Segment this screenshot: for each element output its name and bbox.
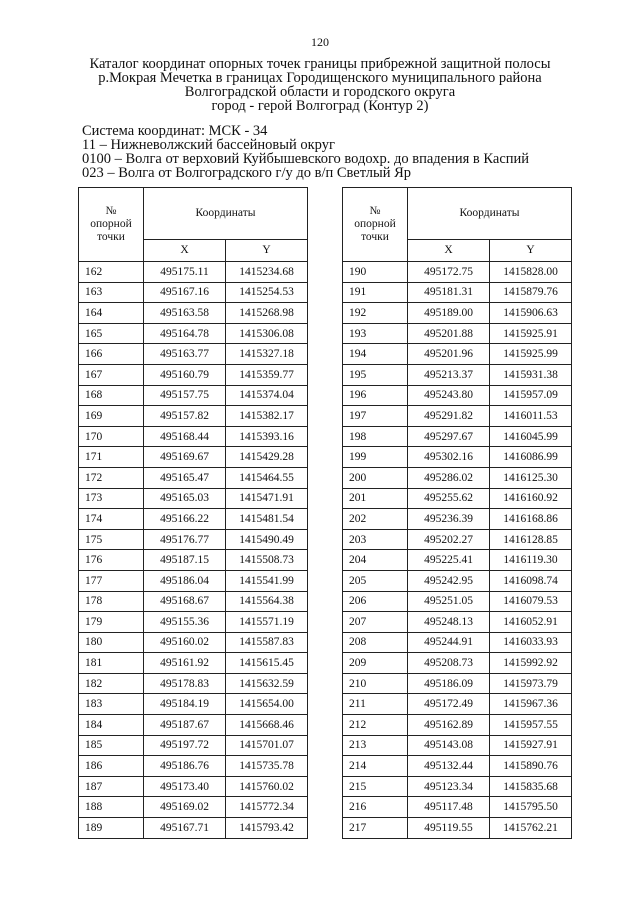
x-coordinate-cell: 495160.02	[144, 632, 226, 653]
y-coordinate-cell: 1415957.09	[490, 385, 572, 406]
table-row	[343, 570, 572, 591]
y-coordinate-cell: 1415927.91	[490, 735, 572, 756]
y-coordinate-cell: 1415615.45	[226, 653, 308, 674]
y-coordinate-cell: 1415429.28	[226, 447, 308, 468]
point-number-cell: 166	[79, 344, 144, 365]
y-coordinate-cell: 1416033.93	[490, 632, 572, 653]
table-row	[79, 509, 308, 530]
y-coordinate-cell: 1415327.18	[226, 344, 308, 365]
table-row	[343, 632, 572, 653]
y-coordinate-cell: 1415268.98	[226, 303, 308, 324]
y-coordinate-cell: 1415382.17	[226, 406, 308, 427]
table-row	[343, 797, 572, 818]
point-number-cell: 216	[343, 797, 408, 818]
y-coordinate-cell: 1415828.00	[490, 262, 572, 283]
x-coordinate-cell: 495187.67	[144, 715, 226, 736]
point-number-cell: 164	[79, 303, 144, 324]
title-line: Волгоградской области и городского округа	[184, 84, 456, 100]
x-coordinate-cell: 495248.13	[408, 612, 490, 633]
y-coordinate-cell: 1415772.34	[226, 797, 308, 818]
title-line: р.Мокрая Мечетка в границах Городищенского муниципального района	[98, 70, 542, 86]
table-row	[79, 262, 308, 283]
y-coordinate-cell: 1415564.38	[226, 591, 308, 612]
x-coordinate-cell: 495161.92	[144, 653, 226, 674]
y-coordinate-cell: 1415359.77	[226, 364, 308, 385]
x-coordinate-cell: 495251.05	[408, 591, 490, 612]
system-line: Система координат: МСК - 34	[82, 123, 268, 139]
y-coordinate-cell: 1415795.50	[490, 797, 572, 818]
point-number-cell: 215	[343, 776, 408, 797]
point-number-cell: 185	[79, 735, 144, 756]
point-number-cell: 193	[343, 323, 408, 344]
x-coordinate-cell: 495208.73	[408, 653, 490, 674]
point-number-header: № опорной точки	[79, 188, 144, 262]
point-number-cell: 182	[79, 673, 144, 694]
x-header: X	[144, 240, 226, 262]
y-coordinate-cell: 1415571.19	[226, 612, 308, 633]
point-number-cell: 204	[343, 550, 408, 571]
coordinate-system-info	[82, 124, 529, 180]
table-row	[79, 364, 308, 385]
table-row	[79, 303, 308, 324]
table-row	[343, 303, 572, 324]
y-coordinate-cell: 1415471.91	[226, 488, 308, 509]
y-coordinate-cell: 1416011.53	[490, 406, 572, 427]
table-row	[79, 776, 308, 797]
y-coordinate-cell: 1416079.53	[490, 591, 572, 612]
coordinates-table-right	[342, 187, 572, 839]
x-coordinate-cell: 495165.03	[144, 488, 226, 509]
point-number-cell: 208	[343, 632, 408, 653]
x-coordinate-cell: 495176.77	[144, 529, 226, 550]
table-row	[79, 570, 308, 591]
y-coordinate-cell: 1415541.99	[226, 570, 308, 591]
table-row	[79, 694, 308, 715]
y-header: Y	[226, 240, 308, 262]
x-coordinate-cell: 495117.48	[408, 797, 490, 818]
point-number-cell: 184	[79, 715, 144, 736]
point-number-cell: 190	[343, 262, 408, 283]
y-coordinate-cell: 1415762.21	[490, 818, 572, 839]
point-number-cell: 196	[343, 385, 408, 406]
y-coordinate-cell: 1416098.74	[490, 570, 572, 591]
point-number-cell: 214	[343, 756, 408, 777]
table-row	[343, 612, 572, 633]
coordinates-header: Координаты	[144, 188, 308, 240]
x-coordinate-cell: 495181.31	[408, 282, 490, 303]
x-coordinate-cell: 495189.00	[408, 303, 490, 324]
x-coordinate-cell: 495186.04	[144, 570, 226, 591]
x-coordinate-cell: 495166.22	[144, 509, 226, 530]
page-number: 120	[311, 35, 329, 49]
table-row	[343, 715, 572, 736]
x-coordinate-cell: 495162.89	[408, 715, 490, 736]
table-row	[79, 797, 308, 818]
x-coordinate-cell: 495168.44	[144, 426, 226, 447]
table-row	[79, 591, 308, 612]
x-coordinate-cell: 495201.88	[408, 323, 490, 344]
y-coordinate-cell: 1415306.08	[226, 323, 308, 344]
table-row	[343, 262, 572, 283]
table-row	[343, 818, 572, 839]
x-coordinate-cell: 495165.47	[144, 467, 226, 488]
table-row	[79, 323, 308, 344]
point-number-cell: 172	[79, 467, 144, 488]
y-coordinate-cell: 1415374.04	[226, 385, 308, 406]
point-number-cell: 211	[343, 694, 408, 715]
point-number-cell: 183	[79, 694, 144, 715]
point-number-cell: 175	[79, 529, 144, 550]
x-coordinate-cell: 495169.02	[144, 797, 226, 818]
table-row	[79, 488, 308, 509]
table-row	[79, 447, 308, 468]
x-coordinate-cell: 495286.02	[408, 467, 490, 488]
table-row	[343, 653, 572, 674]
table-row	[79, 673, 308, 694]
table-row	[343, 756, 572, 777]
y-coordinate-cell: 1416125.30	[490, 467, 572, 488]
table-row	[343, 364, 572, 385]
coordinates-header: Координаты	[408, 188, 572, 240]
point-number-cell: 169	[79, 406, 144, 427]
y-coordinate-cell: 1415879.76	[490, 282, 572, 303]
y-coordinate-cell: 1415701.07	[226, 735, 308, 756]
point-number-cell: 170	[79, 426, 144, 447]
table-row	[79, 756, 308, 777]
y-coordinate-cell: 1415973.79	[490, 673, 572, 694]
y-coordinate-cell: 1415254.53	[226, 282, 308, 303]
x-coordinate-cell: 495155.36	[144, 612, 226, 633]
table-row	[343, 406, 572, 427]
point-number-cell: 177	[79, 570, 144, 591]
x-coordinate-cell: 495178.83	[144, 673, 226, 694]
x-coordinate-cell: 495225.41	[408, 550, 490, 571]
y-coordinate-cell: 1415992.92	[490, 653, 572, 674]
y-coordinate-cell: 1416168.86	[490, 509, 572, 530]
x-coordinate-cell: 495167.71	[144, 818, 226, 839]
coordinates-table-left	[78, 187, 308, 839]
x-coordinate-cell: 495123.34	[408, 776, 490, 797]
x-coordinate-cell: 495172.75	[408, 262, 490, 283]
title-line: Каталог координат опорных точек границы прибрежной защитной полосы	[89, 56, 551, 72]
table-row	[79, 653, 308, 674]
x-coordinate-cell: 495202.27	[408, 529, 490, 550]
x-coordinate-cell: 495243.80	[408, 385, 490, 406]
x-coordinate-cell: 495291.82	[408, 406, 490, 427]
point-number-cell: 197	[343, 406, 408, 427]
y-coordinate-cell: 1415632.59	[226, 673, 308, 694]
table-row	[79, 426, 308, 447]
y-coordinate-cell: 1415508.73	[226, 550, 308, 571]
x-coordinate-cell: 495184.19	[144, 694, 226, 715]
x-coordinate-cell: 495201.96	[408, 344, 490, 365]
point-number-cell: 212	[343, 715, 408, 736]
y-coordinate-cell: 1415735.78	[226, 756, 308, 777]
point-number-cell: 202	[343, 509, 408, 530]
table-row	[343, 735, 572, 756]
x-coordinate-cell: 495163.58	[144, 303, 226, 324]
y-coordinate-cell: 1415925.91	[490, 323, 572, 344]
table-row	[79, 735, 308, 756]
point-number-cell: 179	[79, 612, 144, 633]
point-number-header: № опорной точки	[343, 188, 408, 262]
y-coordinate-cell: 1415835.68	[490, 776, 572, 797]
table-row	[79, 529, 308, 550]
point-number-cell: 187	[79, 776, 144, 797]
table-row	[343, 426, 572, 447]
y-coordinate-cell: 1415967.36	[490, 694, 572, 715]
point-number-cell: 206	[343, 591, 408, 612]
x-coordinate-cell: 495197.72	[144, 735, 226, 756]
table-row	[343, 323, 572, 344]
point-number-cell: 180	[79, 632, 144, 653]
x-coordinate-cell: 495164.78	[144, 323, 226, 344]
y-coordinate-cell: 1415393.16	[226, 426, 308, 447]
table-row	[343, 529, 572, 550]
title-line: город - герой Волгоград (Контур 2)	[211, 98, 429, 114]
x-coordinate-cell: 495186.09	[408, 673, 490, 694]
y-coordinate-cell: 1415890.76	[490, 756, 572, 777]
table-row	[79, 632, 308, 653]
table-row	[79, 818, 308, 839]
x-coordinate-cell: 495255.62	[408, 488, 490, 509]
point-number-cell: 213	[343, 735, 408, 756]
y-coordinate-cell: 1416086.99	[490, 447, 572, 468]
y-coordinate-cell: 1415464.55	[226, 467, 308, 488]
x-coordinate-cell: 495172.49	[408, 694, 490, 715]
point-number-cell: 162	[79, 262, 144, 283]
y-coordinate-cell: 1415793.42	[226, 818, 308, 839]
table-row	[343, 447, 572, 468]
table-row	[343, 673, 572, 694]
point-number-cell: 174	[79, 509, 144, 530]
x-coordinate-cell: 495244.91	[408, 632, 490, 653]
point-number-cell: 173	[79, 488, 144, 509]
table-row	[79, 406, 308, 427]
x-coordinate-cell: 495157.82	[144, 406, 226, 427]
table-row	[343, 488, 572, 509]
x-coordinate-cell: 495167.16	[144, 282, 226, 303]
y-coordinate-cell: 1415234.68	[226, 262, 308, 283]
x-coordinate-cell: 495173.40	[144, 776, 226, 797]
x-coordinate-cell: 495168.67	[144, 591, 226, 612]
table-row	[343, 282, 572, 303]
y-coordinate-cell: 1415654.00	[226, 694, 308, 715]
point-number-cell: 207	[343, 612, 408, 633]
table-row	[343, 694, 572, 715]
point-number-cell: 201	[343, 488, 408, 509]
x-coordinate-cell: 495143.08	[408, 735, 490, 756]
table-row	[79, 385, 308, 406]
point-number-cell: 200	[343, 467, 408, 488]
x-coordinate-cell: 495160.79	[144, 364, 226, 385]
y-coordinate-cell: 1415490.49	[226, 529, 308, 550]
y-coordinate-cell: 1416160.92	[490, 488, 572, 509]
x-header: X	[408, 240, 490, 262]
point-number-cell: 163	[79, 282, 144, 303]
x-coordinate-cell: 495302.16	[408, 447, 490, 468]
x-coordinate-cell: 495163.77	[144, 344, 226, 365]
table-row	[79, 467, 308, 488]
document-title	[60, 57, 580, 113]
x-coordinate-cell: 495157.75	[144, 385, 226, 406]
y-header: Y	[490, 240, 572, 262]
table-row	[343, 385, 572, 406]
system-line: 0100 – Волга от верховий Куйбышевского водохр. до впадения в Каспий	[82, 151, 530, 167]
y-coordinate-cell: 1415760.02	[226, 776, 308, 797]
point-number-cell: 209	[343, 653, 408, 674]
point-number-cell: 167	[79, 364, 144, 385]
point-number-cell: 186	[79, 756, 144, 777]
point-number-cell: 205	[343, 570, 408, 591]
x-coordinate-cell: 495297.67	[408, 426, 490, 447]
x-coordinate-cell: 495236.39	[408, 509, 490, 530]
point-number-cell: 168	[79, 385, 144, 406]
table-row	[79, 550, 308, 571]
table-row	[79, 612, 308, 633]
y-coordinate-cell: 1415668.46	[226, 715, 308, 736]
y-coordinate-cell: 1415906.63	[490, 303, 572, 324]
point-number-cell: 192	[343, 303, 408, 324]
point-number-cell: 165	[79, 323, 144, 344]
y-coordinate-cell: 1416052.91	[490, 612, 572, 633]
x-coordinate-cell: 495132.44	[408, 756, 490, 777]
table-row	[79, 715, 308, 736]
table-row	[343, 550, 572, 571]
x-coordinate-cell: 495186.76	[144, 756, 226, 777]
x-coordinate-cell: 495213.37	[408, 364, 490, 385]
y-coordinate-cell: 1415957.55	[490, 715, 572, 736]
system-line: 11 – Нижневолжский бассейновый округ	[82, 137, 335, 153]
point-number-cell: 189	[79, 818, 144, 839]
table-row	[343, 776, 572, 797]
table-row	[343, 509, 572, 530]
table-row	[343, 344, 572, 365]
point-number-cell: 178	[79, 591, 144, 612]
point-number-cell: 181	[79, 653, 144, 674]
table-row	[79, 344, 308, 365]
table-row	[79, 282, 308, 303]
point-number-cell: 194	[343, 344, 408, 365]
y-coordinate-cell: 1415925.99	[490, 344, 572, 365]
point-number-cell: 217	[343, 818, 408, 839]
x-coordinate-cell: 495119.55	[408, 818, 490, 839]
table-row	[343, 467, 572, 488]
x-coordinate-cell: 495242.95	[408, 570, 490, 591]
point-number-cell: 191	[343, 282, 408, 303]
x-coordinate-cell: 495187.15	[144, 550, 226, 571]
point-number-cell: 176	[79, 550, 144, 571]
point-number-cell: 210	[343, 673, 408, 694]
system-line: 023 – Волга от Волгоградского г/у до в/п Светлый Яр	[82, 165, 412, 181]
y-coordinate-cell: 1415931.38	[490, 364, 572, 385]
table-row	[343, 591, 572, 612]
point-number-cell: 203	[343, 529, 408, 550]
x-coordinate-cell: 495169.67	[144, 447, 226, 468]
point-number-cell: 188	[79, 797, 144, 818]
y-coordinate-cell: 1415587.83	[226, 632, 308, 653]
y-coordinate-cell: 1416128.85	[490, 529, 572, 550]
point-number-cell: 198	[343, 426, 408, 447]
y-coordinate-cell: 1415481.54	[226, 509, 308, 530]
point-number-cell: 195	[343, 364, 408, 385]
y-coordinate-cell: 1416119.30	[490, 550, 572, 571]
point-number-cell: 171	[79, 447, 144, 468]
point-number-cell: 199	[343, 447, 408, 468]
x-coordinate-cell: 495175.11	[144, 262, 226, 283]
y-coordinate-cell: 1416045.99	[490, 426, 572, 447]
